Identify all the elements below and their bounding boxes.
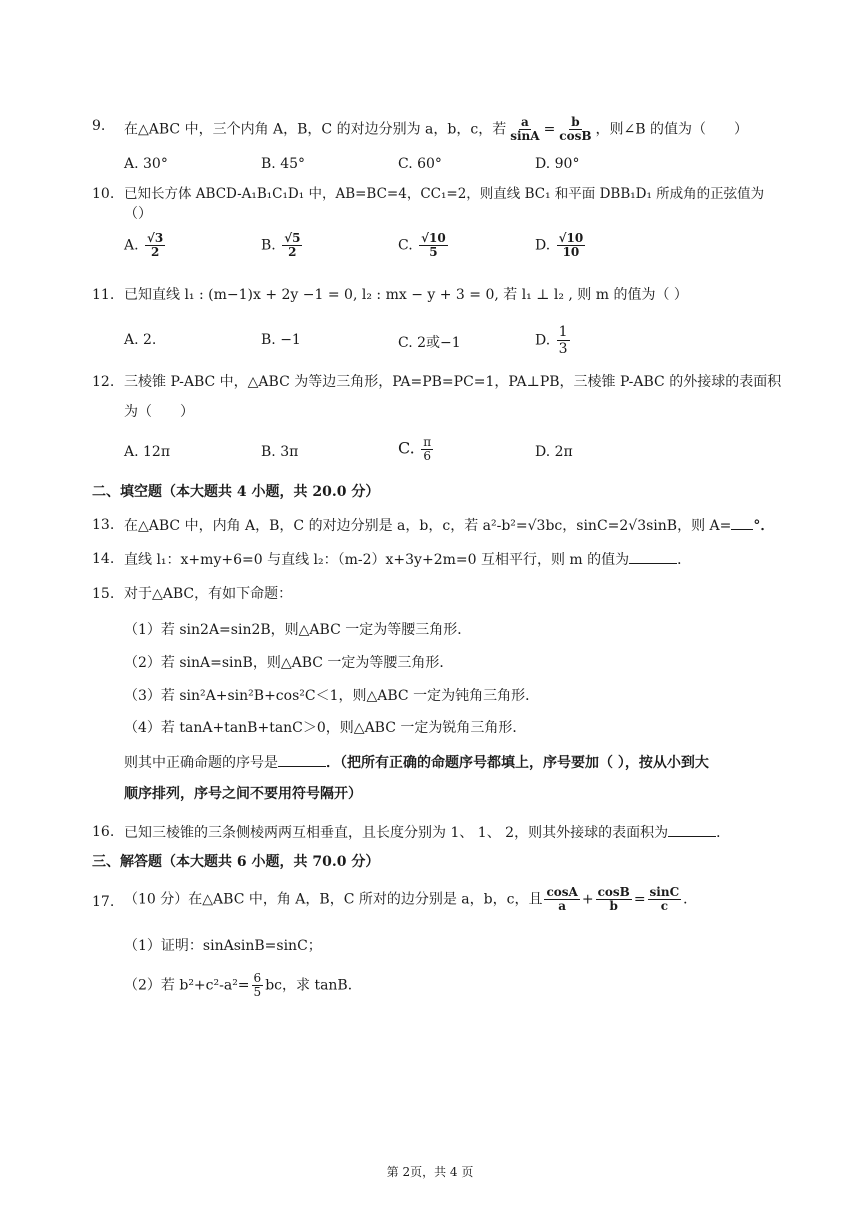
answer-blank [629,549,677,564]
proposition-3: （3）若 sin²A+sin²B+cos²C＜1，则△ABC 一定为钝角三角形． [124,688,540,704]
fraction-denominator: a [558,899,567,913]
stem-text: （10 分）在△ABC 中，角 A，B，C 所对的边分别是 a，b，c，且 [124,891,543,908]
option-a: A. 2. [124,332,157,348]
fraction-numerator: √3 [147,231,164,245]
question-15-note-continued: 顺序排列，序号之间不要用符号隔开） [124,786,362,802]
fraction [557,232,586,259]
fraction-denominator: cosB [559,129,592,143]
option-label: B. [261,237,276,254]
fraction [596,886,632,913]
fraction-denominator: 5 [253,985,262,999]
question-10-stem: 已知长方体 ABCD-A₁B₁C₁D₁ 中，AB=BC=4，CC₁=2，则直线 BC₁ 和平面 DBB₁D₁ 所成角的正弦值为 [124,186,765,202]
plus-sign: + [581,891,594,908]
fraction [648,886,682,913]
fraction-numerator: √10 [558,231,584,245]
question-stem [124,116,748,143]
question-12-stem-end: 为（ ） [124,404,194,420]
fraction [508,116,541,143]
question-16-number: 16. [92,824,115,840]
stem-text: ，则∠B 的值为（ ） [595,121,748,138]
option-c [398,436,435,463]
fraction [282,232,302,259]
fraction-numerator: cosA [546,885,578,899]
fraction [419,232,448,259]
stem-text: 在△ABC 中，三个内角 A，B，C 的对边分别为 a，b，c，若 [124,121,507,138]
question-15-ask [124,752,709,773]
option-label: A. [124,237,139,254]
option-label: C. [398,237,413,254]
option-b: B. 45° [261,156,306,172]
question-11-stem: 已知直线 l₁ : (m−1)x + 2y −1 = 0, l₂ : mx − y + 3 = 0, 若 l₁ ⊥ l₂ , 则 m 的值为（ ） [124,287,688,303]
question-17-stem [124,886,697,913]
stem-tail: °． [753,518,775,534]
fraction [252,972,264,999]
question-15-number: 15. [92,586,115,602]
page-footer: 第 2页，共 4 页 [386,1165,474,1179]
question-16-stem [124,822,730,843]
fraction-denominator: 6 [423,449,431,463]
stem-text: （2）若 b²+c²-a²= [124,977,250,994]
answer-blank [731,515,753,530]
option-label: D. [535,332,551,349]
fraction-numerator: π [423,435,432,449]
question-13-number: 13. [92,517,115,533]
fraction-numerator: b [571,115,580,129]
option-b: B. −1 [261,332,301,348]
fraction [421,436,433,463]
fraction [544,886,579,913]
proposition-4: （4）若 tanA+tanB+tanC＞0，则△ABC 一定为锐角三角形． [124,720,527,736]
fraction-denominator: b [609,899,618,913]
question-17-number: 17. [92,894,115,910]
question-15-stem: 对于△ABC，有如下命题： [124,586,293,602]
answer-blank [668,822,716,837]
question-10-stem-end: （） [124,206,152,222]
question-11-number: 11. [92,287,115,303]
section-heading-fill-in: 二、填空题（本大题共 4 小题，共 20.0 分） [92,484,380,500]
fraction-denominator: 5 [429,245,438,259]
fraction-numerator: 6 [253,971,262,985]
stem-tail: bc，求 tanB． [265,977,362,994]
option-d: D. 90° [535,156,580,172]
question-10-number: 10. [92,186,115,202]
fraction-numerator: cosB [597,885,630,899]
option-c: C. 60° [398,156,442,172]
fraction-denominator: c [660,899,668,913]
option-b [261,232,304,259]
fraction-denominator: 2 [150,245,160,259]
fraction-denominator: 3 [558,341,568,357]
option-d [535,232,587,259]
answer-blank [278,752,326,767]
question-17-part-1: （1）证明：sinAsinB=sinC； [124,938,322,954]
fraction-denominator: sinA [510,129,540,143]
fraction-denominator: 2 [288,245,297,259]
option-b: B. 3π [261,444,299,460]
question-17-part-2 [124,972,362,999]
question-12-number: 12. [92,374,115,390]
stem-tail: ． [683,891,698,908]
option-a: A. 12π [124,444,171,460]
option-label: D. [535,237,551,254]
instruction-note: ．（把所有正确的命题序号都填上，序号要加（ ），按从小到大 [326,755,709,771]
stem-text: 直线 l₁：x+my+6=0 与直线 l₂：（m-2）x+3y+2m=0 互相平行，则 m 的值为 [124,552,630,568]
option-label: C. [398,438,415,458]
stem-tail: ． [677,552,692,568]
fraction-numerator: sinC [649,885,680,899]
fraction-numerator: √5 [284,231,301,245]
option-c [398,232,450,259]
fraction [145,232,165,259]
fraction [557,116,593,143]
option-d [535,324,572,357]
option-a [124,232,167,259]
section-heading-solutions: 三、解答题（本大题共 6 小题，共 70.0 分） [92,854,380,870]
fraction-numerator: a [520,115,529,129]
equals-sign: = [543,121,556,138]
question-14-number: 14. [92,551,115,567]
fraction-numerator: 1 [558,324,568,340]
question-13-stem [124,515,774,536]
question-number: 9. [92,118,106,134]
option-c: C. 2或−1 [398,335,461,351]
proposition-1: （1）若 sin2A=sin2B，则△ABC 一定为等腰三角形． [124,622,472,638]
question-12-stem: 三棱锥 P-ABC 中，△ABC 为等边三角形，PA=PB=PC=1，PA⊥PB，三棱锥 P-ABC 的外接球的表面积 [124,374,782,390]
fraction [557,324,570,357]
stem-tail: ． [716,825,731,841]
proposition-2: （2）若 sinA=sinB，则△ABC 一定为等腰三角形． [124,655,454,671]
stem-text: 在△ABC 中，内角 A，B，C 的对边分别是 a，b，c，若 a²-b²=√3bc，sinC=2√3sinB，则 A= [124,518,732,534]
fraction-numerator: √10 [421,231,446,245]
equals-sign: = [633,891,646,908]
option-a: A. 30° [124,156,168,172]
fraction-denominator: 10 [562,245,580,259]
stem-text: 则其中正确命题的序号是 [124,755,278,771]
stem-text: 已知三棱锥的三条侧棱两两互相垂直，且长度分别为 1、 1、 2，则其外接球的表面积为 [124,825,669,841]
question-14-stem [124,549,691,570]
option-d: D. 2π [535,444,573,460]
